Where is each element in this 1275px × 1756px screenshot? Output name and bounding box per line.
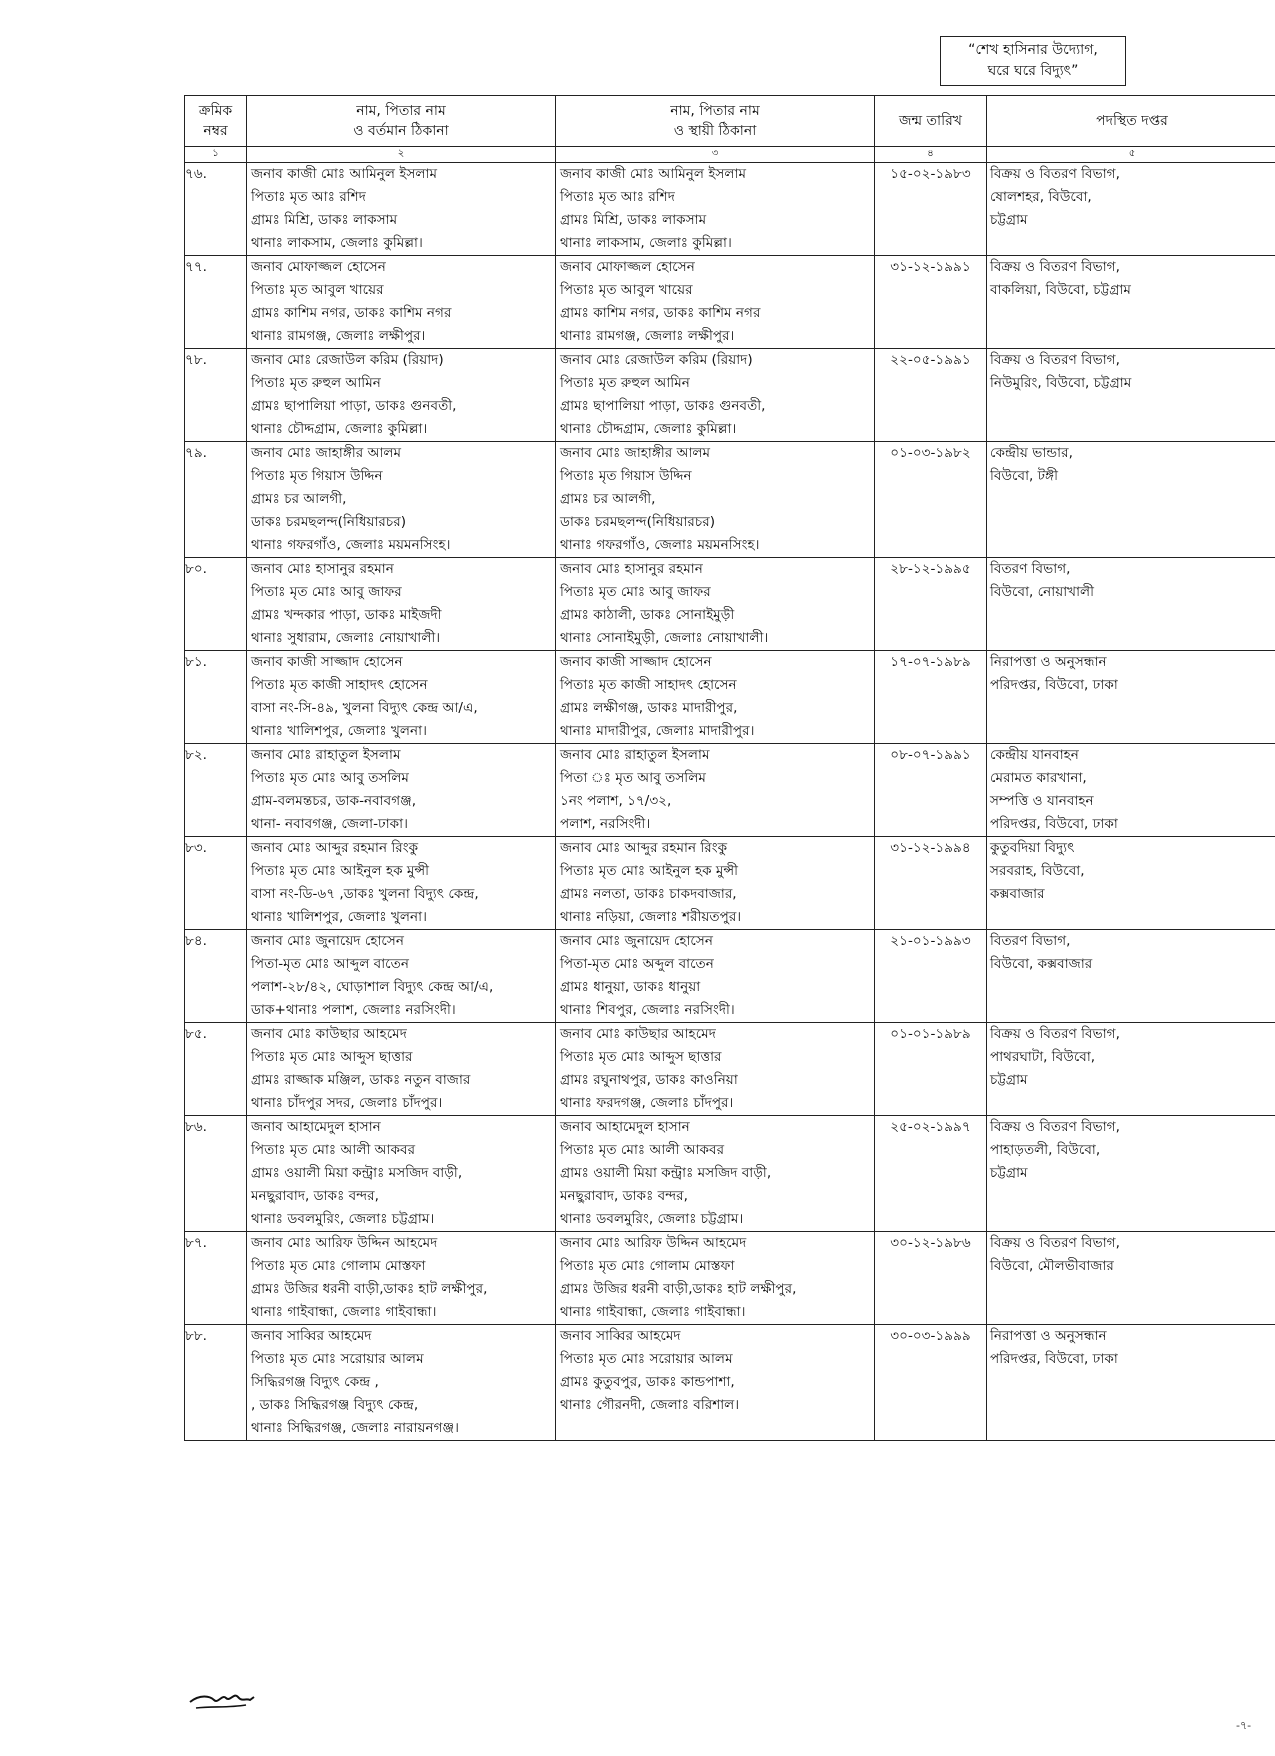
- serial-number: ৮১.: [185, 651, 247, 744]
- address-line: থানা- নবাবগঞ্জ, জেলা-ঢাকা।: [251, 816, 408, 832]
- address-line: গ্রামঃ কুতুবপুর, ডাকঃ কান্ডপাশা,: [560, 1374, 735, 1390]
- address-line: পিতা-মৃত মোঃ অব্দুল বাতেন: [560, 956, 714, 972]
- serial-number: ৮২.: [185, 744, 247, 837]
- serial-number: ৮৮.: [185, 1325, 247, 1441]
- address-line: গ্রামঃ কাশিম নগর, ডাকঃ কাশিম নগর: [251, 305, 452, 321]
- address-line: গ্রামঃ মিশ্রি, ডাকঃ লাকসাম: [251, 212, 398, 228]
- office-line: ষোলশহর, বিউবো,: [990, 189, 1092, 205]
- address-line: পিতাঃ মৃত রুহুল আমিন: [560, 375, 690, 391]
- serial-number: ৮৬.: [185, 1116, 247, 1232]
- posted-office-cell: [987, 442, 1275, 558]
- address-line: থানাঃ গফরগাঁও, জেলাঃ ময়মনসিংহ।: [560, 537, 760, 553]
- address-line: গ্রামঃ ওয়ালী মিয়া কন্ট্রাঃ মসজিদ বাড়ী,: [251, 1165, 463, 1181]
- office-line: বিক্রয় ও বিতরণ বিভাগ,: [990, 1026, 1120, 1042]
- present-address-cell: [247, 349, 556, 442]
- address-line: থানাঃ রামগঞ্জ, জেলাঃ লক্ষীপুর।: [251, 328, 426, 344]
- address-line: গ্রামঃ উজির ধরনী বাড়ী,ডাকঃ হাট লক্ষীপুর,: [251, 1281, 488, 1297]
- address-line: পিতাঃ মৃত কাজী সাহাদৎ হোসেন: [560, 677, 737, 693]
- present-address-cell: [247, 1232, 556, 1325]
- serial-number: ৮৫.: [185, 1023, 247, 1116]
- address-line: থানাঃ গাইবান্ধা, জেলাঃ গাইবান্ধা।: [560, 1304, 746, 1320]
- present-address-cell: [247, 837, 556, 930]
- permanent-address-cell: [556, 930, 875, 1023]
- table-row: [185, 651, 1275, 744]
- date-of-birth: ০১-০৩-১৯৮২: [875, 442, 987, 558]
- address-line: থানাঃ গাইবান্ধা, জেলাঃ গাইবান্ধা।: [251, 1304, 437, 1320]
- address-line: থানাঃ সুধারাম, জেলাঃ নোয়াখালী।: [251, 630, 441, 646]
- address-line: ডাক+থানাঃ পলাশ, জেলাঃ নরসিংদী।: [251, 1002, 456, 1018]
- address-line: পিতাঃ মৃত রুহুল আমিন: [251, 375, 381, 391]
- posted-office-cell: [987, 163, 1275, 256]
- serial-number: ৭৮.: [185, 349, 247, 442]
- address-line: জনাব সাব্বির আহমেদ: [560, 1328, 681, 1344]
- address-line: ডাকঃ চরমছলন্দ(নিধিয়ারচর): [560, 514, 716, 530]
- date-of-birth: ১৭-০৭-১৯৮৯: [875, 651, 987, 744]
- address-line: পলাশ-২৮/৪২, ঘোড়াশাল বিদ্যুৎ কেন্দ্র আ/এ,: [251, 979, 494, 995]
- address-line: ১নং পলাশ, ১৭/৩২,: [560, 793, 672, 809]
- address-line: জনাব আহামেদুল হাসান: [251, 1119, 381, 1135]
- present-address-cell: [247, 442, 556, 558]
- address-line: গ্রামঃ ওয়ালী মিয়া কন্ট্রাঃ মসজিদ বাড়ী,: [560, 1165, 772, 1181]
- header-posted-office: পদস্থিত দপ্তর: [987, 96, 1275, 147]
- header-serial: ক্রমিক নম্বর: [185, 96, 247, 147]
- permanent-address-cell: [556, 349, 875, 442]
- present-address-cell: [247, 1116, 556, 1232]
- address-line: জনাব কাজী সাজ্জাদ হোসেন: [560, 654, 712, 670]
- office-line: পাহাড়তলী, বিউবো,: [990, 1142, 1101, 1158]
- address-line: থানাঃ লাকসাম, জেলাঃ কুমিল্লা।: [560, 235, 732, 251]
- address-line: জনাব মোফাজ্জল হোসেন: [251, 259, 386, 275]
- address-line: থানাঃ শিবপুর, জেলাঃ নরসিংদী।: [560, 1002, 735, 1018]
- table-row: [185, 558, 1275, 651]
- date-of-birth: ০১-০১-১৯৮৯: [875, 1023, 987, 1116]
- office-line: সম্পত্তি ও যানবাহন: [990, 793, 1094, 809]
- address-line: জনাব মোঃ রাহাতুল ইসলাম: [560, 747, 710, 763]
- office-line: সরবরাহ, বিউবো,: [990, 863, 1085, 879]
- address-line: জনাব মোঃ আরিফ উদ্দিন আহমেদ: [251, 1235, 438, 1251]
- present-address-cell: [247, 163, 556, 256]
- address-line: পিতাঃ মৃত মোঃ গোলাম মোস্তফা: [251, 1258, 426, 1274]
- address-line: জনাব মোঃ জাহাঙ্গীর আলম: [560, 445, 711, 461]
- address-line: জনাব মোঃ হাসানুর রহমান: [560, 561, 703, 577]
- date-of-birth: ৩১-১২-১৯৯১: [875, 256, 987, 349]
- posted-office-cell: [987, 558, 1275, 651]
- present-address-cell: [247, 651, 556, 744]
- address-line: জনাব মোঃ আব্দুর রহমান রিংকু: [560, 840, 728, 856]
- date-of-birth: ২২-০৫-১৯৯১: [875, 349, 987, 442]
- table-row: [185, 837, 1275, 930]
- address-line: গ্রামঃ চর আলগী,: [560, 491, 656, 507]
- column-number-row: [185, 147, 1275, 163]
- slogan-line-1: “শেখ হাসিনার উদ্যোগ,: [968, 42, 1098, 58]
- address-line: থানাঃ গফরগাঁও, জেলাঃ ময়মনসিংহ।: [251, 537, 451, 553]
- records-table: [184, 95, 1275, 1441]
- date-of-birth: ২৮-১২-১৯৯৫: [875, 558, 987, 651]
- table-row: [185, 442, 1275, 558]
- address-line: থানাঃ সিদ্ধিরগঞ্জ, জেলাঃ নারায়নগঞ্জ।: [251, 1420, 460, 1436]
- address-line: পিতা-মৃত মোঃ আব্দুল বাতেন: [251, 956, 409, 972]
- date-of-birth: ২১-০১-১৯৯৩: [875, 930, 987, 1023]
- office-line: বিক্রয় ও বিতরণ বিভাগ,: [990, 352, 1120, 368]
- address-line: গ্রাম-বলমন্তচর, ডাক-নবাবগঞ্জ,: [251, 793, 417, 809]
- date-of-birth: ৩০-০৩-১৯৯৯: [875, 1325, 987, 1441]
- address-line: জনাব মোঃ জুনায়েদ হোসেন: [560, 933, 713, 949]
- address-line: সিদ্ধিরগঞ্জ বিদ্যুৎ কেন্দ্র ,: [251, 1374, 379, 1390]
- address-line: পিতাঃ মৃত মোঃ আব্দুস ছাত্তার: [251, 1049, 413, 1065]
- office-line: পরিদপ্তর, বিউবো, ঢাকা: [990, 677, 1118, 693]
- address-line: , ডাকঃ সিদ্ধিরগঞ্জ বিদ্যুৎ কেন্দ্র,: [251, 1397, 419, 1413]
- date-of-birth: ৩১-১২-১৯৯৪: [875, 837, 987, 930]
- address-line: জনাব মোঃ রেজাউল করিম (রিয়াদ): [251, 352, 444, 368]
- posted-office-cell: [987, 1116, 1275, 1232]
- address-line: পিতাঃ মৃত কাজী সাহাদৎ হোসেন: [251, 677, 428, 693]
- address-line: গ্রামঃ কাশিম নগর, ডাকঃ কাশিম নগর: [560, 305, 761, 321]
- office-line: বিক্রয় ও বিতরণ বিভাগ,: [990, 1119, 1120, 1135]
- table-row: [185, 1116, 1275, 1232]
- office-line: নিউমুরিং, বিউবো, চট্টগ্রাম: [990, 375, 1132, 391]
- address-line: গ্রামঃ রাজ্জাক মঞ্জিল, ডাকঃ নতুন বাজার: [251, 1072, 471, 1088]
- permanent-address-cell: [556, 442, 875, 558]
- address-line: গ্রামঃ ছাপালিয়া পাড়া, ডাকঃ গুনবতী,: [251, 398, 457, 414]
- address-line: গ্রামঃ নলতা, ডাকঃ চাকদবাজার,: [560, 886, 737, 902]
- address-line: পিতাঃ মৃত মোঃ আবু তসলিম: [251, 770, 409, 786]
- address-line: থানাঃ মাদারীপুর, জেলাঃ মাদারীপুর।: [560, 723, 755, 739]
- office-line: কেন্দ্রীয় যানবাহন: [990, 747, 1079, 763]
- office-line: বিউবো, মৌলভীবাজার: [990, 1258, 1114, 1274]
- office-line: বিতরণ বিভাগ,: [990, 561, 1071, 577]
- serial-number: ৮৭.: [185, 1232, 247, 1325]
- address-line: পিতাঃ মৃত আঃ রশিদ: [251, 189, 366, 205]
- header-present-address: নাম, পিতার নাম ও বর্তমান ঠিকানা: [247, 96, 556, 147]
- address-line: পিতাঃ মৃত মোঃ আলী আকবর: [560, 1142, 725, 1158]
- address-line: থানাঃ সোনাইমুড়ী, জেলাঃ নোয়াখালী।: [560, 630, 769, 646]
- office-line: বিতরণ বিভাগ,: [990, 933, 1071, 949]
- serial-number: ৭৯.: [185, 442, 247, 558]
- office-line: বিক্রয় ও বিতরণ বিভাগ,: [990, 259, 1120, 275]
- address-line: থানাঃ চৌদ্দগ্রাম, জেলাঃ কুমিল্লা।: [251, 421, 428, 437]
- permanent-address-cell: [556, 1116, 875, 1232]
- office-line: চট্টগ্রাম: [990, 1165, 1028, 1181]
- address-line: থানাঃ খালিশপুর, জেলাঃ খুলনা।: [251, 909, 427, 925]
- address-line: পিতাঃ মৃত মোঃ সরোয়ার আলম: [251, 1351, 424, 1367]
- office-line: চট্টগ্রাম: [990, 1072, 1028, 1088]
- column-number: ১: [185, 147, 247, 163]
- address-line: পিতাঃ মৃত মোঃ আলী আকবর: [251, 1142, 416, 1158]
- permanent-address-cell: [556, 1232, 875, 1325]
- serial-number: ৭৬.: [185, 163, 247, 256]
- address-line: গ্রামঃ খন্দকার পাড়া, ডাকঃ মাইজদী: [251, 607, 442, 623]
- address-line: থানাঃ ফরদগঞ্জ, জেলাঃ চাঁদপুর।: [560, 1095, 734, 1111]
- address-line: জনাব মোঃ জাহাঙ্গীর আলম: [251, 445, 402, 461]
- serial-number: ৮৩.: [185, 837, 247, 930]
- address-line: জনাব মোঃ হাসানুর রহমান: [251, 561, 394, 577]
- table-row: [185, 256, 1275, 349]
- address-line: পিতাঃ মৃত মোঃ আবু জাফর: [251, 584, 402, 600]
- address-line: জনাব আহামেদুল হাসান: [560, 1119, 690, 1135]
- address-line: থানাঃ লাকসাম, জেলাঃ কুমিল্লা।: [251, 235, 423, 251]
- posted-office-cell: [987, 1325, 1275, 1441]
- column-number: ২: [247, 147, 556, 163]
- office-line: বিক্রয় ও বিতরণ বিভাগ,: [990, 166, 1120, 182]
- table-row: [185, 1023, 1275, 1116]
- address-line: থানাঃ গৌরনদী, জেলাঃ বরিশাল।: [560, 1397, 740, 1413]
- posted-office-cell: [987, 256, 1275, 349]
- present-address-cell: [247, 1023, 556, 1116]
- posted-office-cell: [987, 651, 1275, 744]
- address-line: জনাব মোঃ আব্দুর রহমান রিংকু: [251, 840, 419, 856]
- address-line: পিতা ঃ মৃত আবু তসলিম: [560, 770, 706, 786]
- address-line: জনাব কাজী মোঃ আমিনুল ইসলাম: [560, 166, 747, 182]
- address-line: জনাব সাব্বির আহমেদ: [251, 1328, 372, 1344]
- address-line: গ্রামঃ রঘুনাথপুর, ডাকঃ কাওনিয়া: [560, 1072, 738, 1088]
- address-line: থানাঃ চাঁদপুর সদর, জেলাঃ চাঁদপুর।: [251, 1095, 443, 1111]
- office-line: পরিদপ্তর, বিউবো, ঢাকা: [990, 816, 1118, 832]
- address-line: বাসা নং-সি-৪৯, খুলনা বিদ্যুৎ কেন্দ্র আ/এ,: [251, 700, 478, 716]
- address-line: জনাব মোঃ কাউছার আহমেদ: [560, 1026, 716, 1042]
- present-address-cell: [247, 558, 556, 651]
- table-row: [185, 1232, 1275, 1325]
- present-address-cell: [247, 1325, 556, 1441]
- office-line: বিউবো, নোয়াখালী: [990, 584, 1095, 600]
- page-number: -৭-: [1236, 1719, 1252, 1732]
- present-address-cell: [247, 930, 556, 1023]
- address-line: পিতাঃ মৃত আবুল খায়ের: [560, 282, 693, 298]
- table-row: [185, 930, 1275, 1023]
- address-line: জনাব মোঃ রেজাউল করিম (রিয়াদ): [560, 352, 753, 368]
- office-line: কক্সবাজার: [990, 886, 1045, 902]
- address-line: পিতাঃ মৃত গিয়াস উদ্দিন: [560, 468, 692, 484]
- date-of-birth: ২৫-০২-১৯৯৭: [875, 1116, 987, 1232]
- office-line: বিউবো, টঙ্গী: [990, 468, 1058, 484]
- address-line: পলাশ, নরসিংদী।: [560, 816, 651, 832]
- serial-number: ৭৭.: [185, 256, 247, 349]
- address-line: পিতাঃ মৃত মোঃ আব্দুস ছাত্তার: [560, 1049, 722, 1065]
- address-line: থানাঃ ডবলমুরিং, জেলাঃ চট্টগ্রাম।: [251, 1211, 435, 1227]
- posted-office-cell: [987, 744, 1275, 837]
- present-address-cell: [247, 744, 556, 837]
- address-line: পিতাঃ মৃত মোঃ সরোয়ার আলম: [560, 1351, 733, 1367]
- permanent-address-cell: [556, 1325, 875, 1441]
- office-line: কেন্দ্রীয় ভান্ডার,: [990, 445, 1073, 461]
- address-line: থানাঃ নড়িয়া, জেলাঃ শরীয়তপুর।: [560, 909, 742, 925]
- header-date-of-birth: জন্ম তারিখ: [875, 96, 987, 147]
- address-line: থানাঃ রামগঞ্জ, জেলাঃ লক্ষীপুর।: [560, 328, 735, 344]
- address-line: গ্রামঃ উজির ধরনী বাড়ী,ডাকঃ হাট লক্ষীপুর,: [560, 1281, 797, 1297]
- address-line: জনাব মোফাজ্জল হোসেন: [560, 259, 695, 275]
- address-line: মনছুরাবাদ, ডাকঃ বন্দর,: [251, 1188, 379, 1204]
- address-line: বাসা নং-ডি-৬৭ ,ডাকঃ খুলনা বিদ্যুৎ কেন্দ্র,: [251, 886, 479, 902]
- posted-office-cell: [987, 349, 1275, 442]
- posted-office-cell: [987, 1232, 1275, 1325]
- address-line: পিতাঃ মৃত আঃ রশিদ: [560, 189, 675, 205]
- header-row: [185, 96, 1275, 147]
- office-line: পাথরঘাটা, বিউবো,: [990, 1049, 1096, 1065]
- address-line: পিতাঃ মৃত মোঃ আইনুল হক মুন্সী: [251, 863, 430, 879]
- address-line: জনাব মোঃ জুনায়েদ হোসেন: [251, 933, 404, 949]
- address-line: জনাব মোঃ কাউছার আহমেদ: [251, 1026, 407, 1042]
- office-line: নিরাপত্তা ও অনুসন্ধান: [990, 1328, 1107, 1344]
- table-row: [185, 744, 1275, 837]
- slogan-line-2: ঘরে ঘরে বিদ্যুৎ”: [987, 63, 1079, 79]
- date-of-birth: ১৫-০২-১৯৮৩: [875, 163, 987, 256]
- office-line: বাকলিয়া, বিউবো, চট্টগ্রাম: [990, 282, 1131, 298]
- address-line: গ্রামঃ কাঠালী, ডাকঃ সোনাইমুড়ী: [560, 607, 735, 623]
- address-line: পিতাঃ মৃত মোঃ গোলাম মোস্তফা: [560, 1258, 735, 1274]
- address-line: পিতাঃ মৃত আবুল খায়ের: [251, 282, 384, 298]
- address-line: থানাঃ খালিশপুর, জেলাঃ খুলনা।: [251, 723, 427, 739]
- address-line: জনাব মোঃ আরিফ উদ্দিন আহমেদ: [560, 1235, 747, 1251]
- signature-image: [188, 1688, 258, 1714]
- date-of-birth: ৩০-১২-১৯৮৬: [875, 1232, 987, 1325]
- table-row: [185, 163, 1275, 256]
- office-line: পরিদপ্তর, বিউবো, ঢাকা: [990, 1351, 1118, 1367]
- table-row: [185, 1325, 1275, 1441]
- office-line: বিউবো, কক্সবাজার: [990, 956, 1093, 972]
- office-line: কুতুবদিয়া বিদ্যুৎ: [990, 840, 1075, 856]
- serial-number: ৮০.: [185, 558, 247, 651]
- date-of-birth: ০৮-০৭-১৯৯১: [875, 744, 987, 837]
- address-line: ডাকঃ চরমছলন্দ(নিধিয়ারচর): [251, 514, 407, 530]
- address-line: জনাব মোঃ রাহাতুল ইসলাম: [251, 747, 401, 763]
- office-line: নিরাপত্তা ও অনুসন্ধান: [990, 654, 1107, 670]
- serial-number: ৮৪.: [185, 930, 247, 1023]
- permanent-address-cell: [556, 744, 875, 837]
- address-line: গ্রামঃ ধানুয়া, ডাকঃ ধানুয়া: [560, 979, 701, 995]
- address-line: পিতাঃ মৃত গিয়াস উদ্দিন: [251, 468, 383, 484]
- slogan-box: [940, 36, 1126, 86]
- column-number: ৫: [987, 147, 1275, 163]
- office-line: বিক্রয় ও বিতরণ বিভাগ,: [990, 1235, 1120, 1251]
- address-line: মনছুরাবাদ, ডাকঃ বন্দর,: [560, 1188, 688, 1204]
- address-line: গ্রামঃ লক্ষীগঞ্জ, ডাকঃ মাদারীপুর,: [560, 700, 738, 716]
- permanent-address-cell: [556, 651, 875, 744]
- column-number: ৪: [875, 147, 987, 163]
- address-line: গ্রামঃ ছাপালিয়া পাড়া, ডাকঃ গুনবতী,: [560, 398, 766, 414]
- address-line: জনাব কাজী সাজ্জাদ হোসেন: [251, 654, 403, 670]
- posted-office-cell: [987, 1023, 1275, 1116]
- posted-office-cell: [987, 930, 1275, 1023]
- permanent-address-cell: [556, 163, 875, 256]
- address-line: গ্রামঃ চর আলগী,: [251, 491, 347, 507]
- address-line: জনাব কাজী মোঃ আমিনুল ইসলাম: [251, 166, 438, 182]
- address-line: পিতাঃ মৃত মোঃ আবু জাফর: [560, 584, 711, 600]
- posted-office-cell: [987, 837, 1275, 930]
- office-line: মেরামত কারখানা,: [990, 770, 1087, 786]
- column-number: ৩: [556, 147, 875, 163]
- present-address-cell: [247, 256, 556, 349]
- permanent-address-cell: [556, 256, 875, 349]
- header-permanent-address: নাম, পিতার নাম ও স্থায়ী ঠিকানা: [556, 96, 875, 147]
- address-line: থানাঃ চৌদ্দগ্রাম, জেলাঃ কুমিল্লা।: [560, 421, 737, 437]
- permanent-address-cell: [556, 1023, 875, 1116]
- permanent-address-cell: [556, 837, 875, 930]
- office-line: চট্টগ্রাম: [990, 212, 1028, 228]
- address-line: পিতাঃ মৃত মোঃ আইনুল হক মুন্সী: [560, 863, 739, 879]
- table-row: [185, 349, 1275, 442]
- address-line: গ্রামঃ মিশ্রি, ডাকঃ লাকসাম: [560, 212, 707, 228]
- permanent-address-cell: [556, 558, 875, 651]
- address-line: থানাঃ ডবলমুরিং, জেলাঃ চট্টগ্রাম।: [560, 1211, 744, 1227]
